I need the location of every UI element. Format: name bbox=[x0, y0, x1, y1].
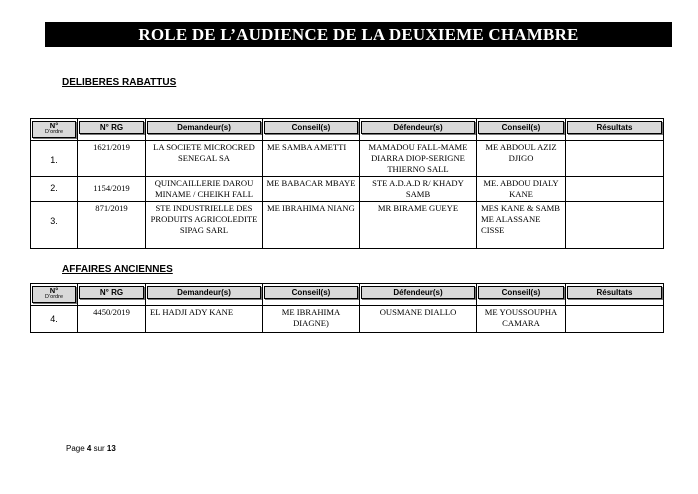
page-footer: Page 4 sur 13 bbox=[66, 444, 116, 453]
table-affaires bbox=[30, 283, 664, 333]
row-rg: 4450/2019 bbox=[78, 306, 146, 333]
row-defendeur: STE A.D.A.D R/ KHADY SAMB bbox=[360, 177, 477, 202]
header-no: N° D’ordre bbox=[32, 121, 76, 138]
page-title: ROLE DE L’AUDIENCE DE LA DEUXIEME CHAMBRE bbox=[138, 24, 579, 44]
row-conseil-2: MES KANE & SAMB ME ALASSANE CISSE bbox=[477, 202, 566, 249]
header-defendeur: Défendeur(s) bbox=[361, 286, 475, 299]
row-conseil: ME IBRAHIMA DIAGNE) bbox=[263, 306, 360, 333]
row-conseil-2: ME YOUSSOUPHA CAMARA bbox=[477, 306, 566, 333]
header-conseil: Conseil(s) bbox=[264, 286, 358, 299]
row-conseil: ME BABACAR MBAYE bbox=[263, 177, 360, 202]
row-defendeur: OUSMANE DIALLO bbox=[360, 306, 477, 333]
header-conseil: Conseil(s) bbox=[264, 121, 358, 134]
row-resultats bbox=[566, 141, 664, 177]
row-conseil: ME SAMBA AMETTI bbox=[263, 141, 360, 177]
row-conseil-2: ME ABDOUL AZIZ DJIGO bbox=[477, 141, 566, 177]
section-title-deliberes: DELIBERES RABATTUS bbox=[62, 77, 177, 88]
table-header-row bbox=[31, 284, 664, 306]
current-page: 4 bbox=[86, 444, 92, 453]
header-demandeur: Demandeur(s) bbox=[147, 286, 261, 299]
table-row bbox=[31, 177, 664, 202]
page-title-banner bbox=[45, 22, 672, 47]
table-header-row bbox=[31, 119, 664, 141]
section-title-affaires: AFFAIRES ANCIENNES bbox=[62, 264, 173, 275]
row-no: 4. bbox=[31, 306, 78, 333]
row-no: 3. bbox=[31, 202, 78, 249]
table-row bbox=[31, 306, 664, 333]
header-resultats: Résultats bbox=[567, 121, 662, 134]
table-deliberes bbox=[30, 118, 664, 249]
table-row bbox=[31, 141, 664, 177]
row-resultats bbox=[566, 202, 664, 249]
row-demandeur: LA SOCIETE MICROCRED SENEGAL SA bbox=[146, 141, 263, 177]
row-resultats bbox=[566, 177, 664, 202]
row-rg: 1621/2019 bbox=[78, 141, 146, 177]
header-resultats: Résultats bbox=[567, 286, 662, 299]
row-rg: 1154/2019 bbox=[78, 177, 146, 202]
row-defendeur: MR BIRAME GUEYE bbox=[360, 202, 477, 249]
row-demandeur: STE INDUSTRIELLE DES PRODUITS AGRICOLEDITE SIPAG SARL bbox=[146, 202, 263, 249]
row-no: 1. bbox=[31, 141, 78, 177]
row-resultats bbox=[566, 306, 664, 333]
row-demandeur: EL HADJI ADY KANE bbox=[146, 306, 263, 333]
header-rg: N° RG bbox=[79, 286, 144, 299]
row-conseil: ME IBRAHIMA NIANG bbox=[263, 202, 360, 249]
row-rg: 871/2019 bbox=[78, 202, 146, 249]
header-defendeur: Défendeur(s) bbox=[361, 121, 475, 134]
header-conseil-2: Conseil(s) bbox=[478, 286, 564, 299]
row-demandeur: QUINCAILLERIE DAROU MINAME / CHEIKH FALL bbox=[146, 177, 263, 202]
row-conseil-2: ME. ABDOU DIALY KANE bbox=[477, 177, 566, 202]
header-demandeur: Demandeur(s) bbox=[147, 121, 261, 134]
header-rg: N° RG bbox=[79, 121, 144, 134]
row-no: 2. bbox=[31, 177, 78, 202]
row-defendeur: MAMADOU FALL-MAME DIARRA DIOP-SERIGNE THIERNO SALL bbox=[360, 141, 477, 177]
total-pages: 13 bbox=[106, 444, 116, 453]
header-no: N° D’ordre bbox=[32, 286, 76, 303]
table-row bbox=[31, 202, 664, 249]
header-conseil-2: Conseil(s) bbox=[478, 121, 564, 134]
